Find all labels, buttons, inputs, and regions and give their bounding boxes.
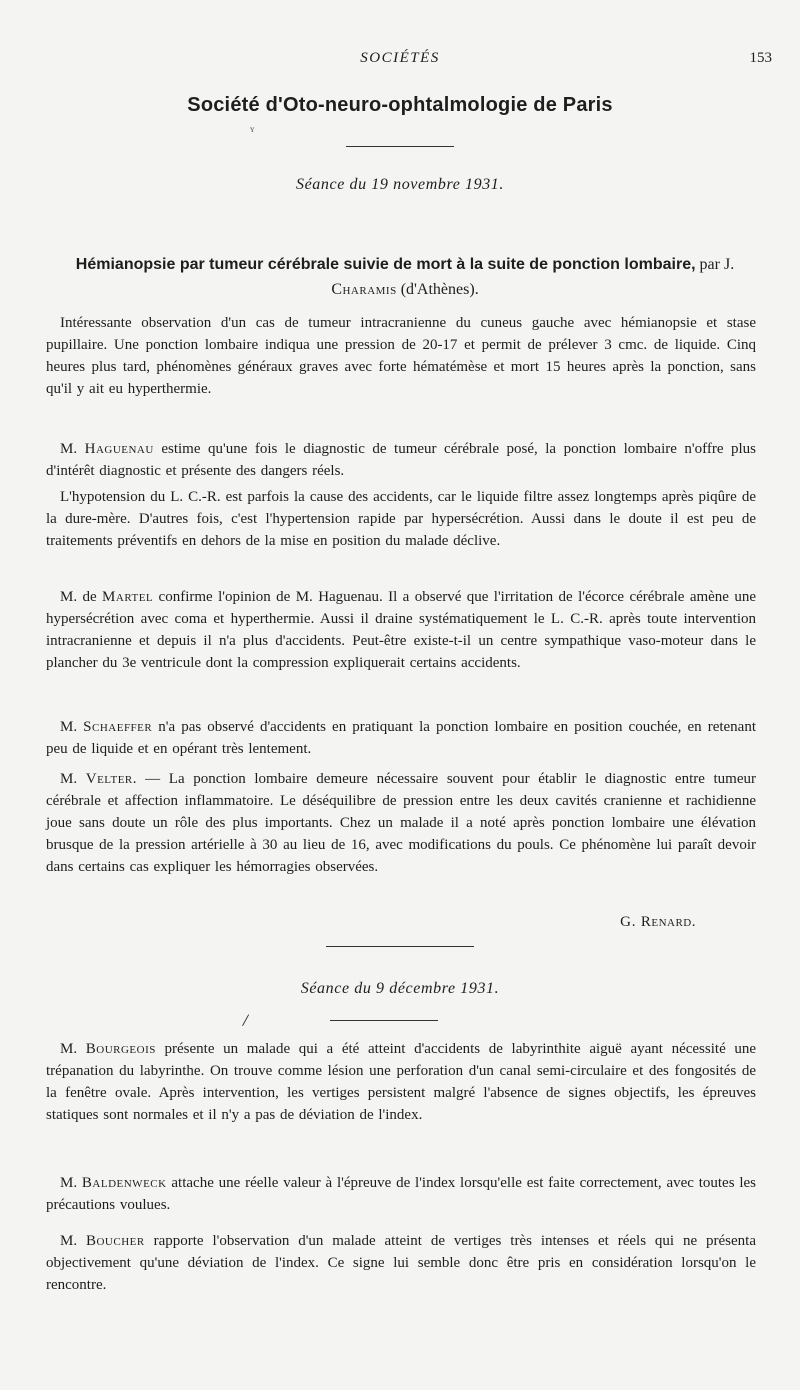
paragraph-text: attache une réelle valeur à l'épreuve de l'index lorsqu'elle est faite correctement, avec toutes les précautions voulues. [46, 1175, 757, 1213]
paragraph-baldenweck [46, 1172, 756, 1216]
speaker-prefix: M. [60, 441, 78, 457]
speaker-name: Velter [85, 771, 133, 787]
paragraph-abstract: Intéressante observation d'un cas de tumeur intracranienne du cuneus gauche avec hémianopsie et stase pupillaire. Une ponction lombaire indiqua une pression de 20-17 et permit de prélever 3 cmc. de liquide. Cinq heures plus tard, phénomènes généraux graves avec forte hématémèse et mort 15 heures après la ponction, sans qu'il y ait eu hyperthermie. [46, 315, 756, 397]
running-head-title: SOCIÉTÉS [360, 50, 440, 66]
paragraph-haguenau [46, 438, 756, 482]
section-rule [326, 946, 474, 947]
signature-name: Renard. [640, 914, 696, 930]
paragraph-boucher [46, 1230, 756, 1296]
paragraph-text: confirme l'opinion de M. Haguenau. Il a observé que l'irritation de l'écorce cérébrale amène une hypersécrétion avec coma et hyperthermie. Aussi il draine systématiquement le L. C.-R. après toute intervention intracranienne et depuis il n'a plus d'accidents. Peut-être existe-t-il un centre sympathique vaso-moteur dans le plancher du 3e ventricule dont la compression expliquerait certains accidents. [46, 589, 757, 671]
article-author: Charamis [331, 281, 397, 298]
speaker-prefix: M. de [60, 589, 97, 605]
article-title [50, 252, 760, 302]
paragraph-text: présente un malade qui a été atteint d'accidents de labyrinthite aiguë ayant nécessité une trépanation du labyrinthe. On trouve comme lésion une perforation d'un canal semi-circulaire et des fongosités de la fenêtre ovale. Après intervention, les vertiges persistent malgré l'absence de signes objectifs, les épreuves statiques sont normales et il n'y a pas de déviation de l'index. [46, 1041, 757, 1123]
paragraph-text: . — La ponction lombaire demeure nécessaire souvent pour établir le diagnostic entre tumeur cérébrale et affection inflammatoire. Le déséquilibre de pression entre les deux cavités cranienne et rachidienne joue sans doute un rôle des plus importants. Chez un malade il a noté après ponction lombaire une élévation brusque de la pression artérielle à 30 au lieu de 16, avec modifications du pouls. Ce phénomène lui paraît devoir dans certains cas expliquer les hémorragies observées. [46, 771, 757, 875]
speaker-name: Schaeffer [83, 719, 153, 735]
speaker-prefix: M. [60, 1233, 78, 1249]
signature-initial: G. [620, 914, 637, 930]
speaker-prefix: M. [60, 719, 78, 735]
printer-mark: ʏ [250, 124, 255, 134]
stray-mark: / [241, 1009, 250, 1031]
seance-date-1: Séance du 19 novembre 1931. [296, 176, 504, 193]
page-number: 153 [749, 50, 772, 66]
paragraph-schaeffer [46, 716, 756, 760]
paragraph-text: estime qu'une fois le diagnostic de tumeur cérébrale posé, la ponction lombaire n'offre plus d'intérêt diagnostic et présente des dangers réels. [46, 441, 757, 479]
seance-rule [330, 1020, 438, 1021]
speaker-name: Baldenweck [81, 1175, 167, 1191]
seance-date-2: Séance du 9 décembre 1931. [300, 980, 500, 997]
paragraph-text: n'a pas observé d'accidents en pratiquant la ponction lombaire en position couchée, en retenant peu de liquide et en opérant très lentement. [46, 719, 757, 757]
title-rule [346, 146, 454, 147]
speaker-prefix: M. [60, 1175, 78, 1191]
article-title-main: Hémianopsie par tumeur cérébrale suivie de mort à la suite de ponction lombaire, [75, 256, 696, 273]
speaker-prefix: M. [60, 771, 78, 787]
running-head [0, 50, 800, 72]
speaker-name: Haguenau [84, 441, 154, 457]
article-title-par: par J. [699, 256, 735, 273]
society-title: Société d'Oto-neuro-ophtalmologie de Paris [187, 94, 613, 116]
paragraph-velter [46, 768, 756, 878]
speaker-name: Martel [102, 589, 154, 605]
paragraph-hypotension: L'hypotension du L. C.-R. est parfois la cause des accidents, car le liquide filtre assez longtemps après piqûre de la dure-mère. D'autres fois, c'est l'hypertension rapide par hypersécrétion. Aussi dans le doute il est peu de traitements préventifs en dehors de la mise en position du malade déclive. [46, 489, 756, 549]
speaker-name: Bourgeois [85, 1041, 156, 1057]
paragraph-bourgeois [46, 1038, 756, 1126]
article-affiliation: (d'Athènes). [400, 281, 479, 298]
speaker-name: Boucher [85, 1233, 145, 1249]
signature [620, 914, 696, 931]
paragraph-text: rapporte l'observation d'un malade atteint de vertiges très intenses et réels qui ne présenta objectivement qu'une déviation de l'index. Ce signe lui semble donc être pris en considération lorsqu'on le rencontre. [46, 1233, 757, 1293]
speaker-prefix: M. [60, 1041, 78, 1057]
paragraph-martel [46, 586, 756, 674]
